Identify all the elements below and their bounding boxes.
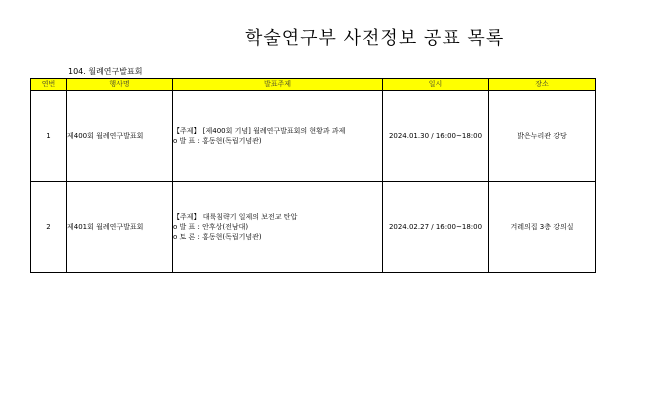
event-name: 제400회 월례연구발표회 [67,91,173,182]
event-date: 2024.02.27 / 16:00~18:00 [383,182,489,273]
topic-cell [173,91,383,182]
row-number: 1 [31,91,67,182]
presentation-list-table [30,78,596,273]
event-place: 겨레의집 3층 강의실 [489,182,596,273]
topic-line: 【주제】 대륙침략기 일제의 보전교 탄압 [173,213,298,221]
presenter-line: o 발 표 : 안후상(전남대) [173,223,249,231]
discussant-line: o 토 론 : 홍동현(독립기념관) [173,233,262,241]
table-header-row [31,79,596,91]
header-place: 장소 [489,79,596,91]
topic-line: 【주제】 [제400회 기념] 월례연구발표회의 현황과 과제 [173,127,346,135]
presenter-line: o 발 표 : 홍동현(독립기념관) [173,137,262,145]
header-no: 연번 [31,79,67,91]
event-place: 밝은누리관 강당 [489,91,596,182]
table-row [31,182,596,273]
table-row [31,91,596,182]
event-date: 2024.01.30 / 16:00~18:00 [383,91,489,182]
header-topic: 발표주제 [173,79,383,91]
header-event: 행사명 [67,79,173,91]
row-number: 2 [31,182,67,273]
page-title: 학술연구부 사전정보 공표 목록 [245,28,505,49]
topic-cell [173,182,383,273]
header-date: 일시 [383,79,489,91]
section-label: 104. 월례연구발표회 [68,67,143,76]
event-name: 제401회 월례연구발표회 [67,182,173,273]
